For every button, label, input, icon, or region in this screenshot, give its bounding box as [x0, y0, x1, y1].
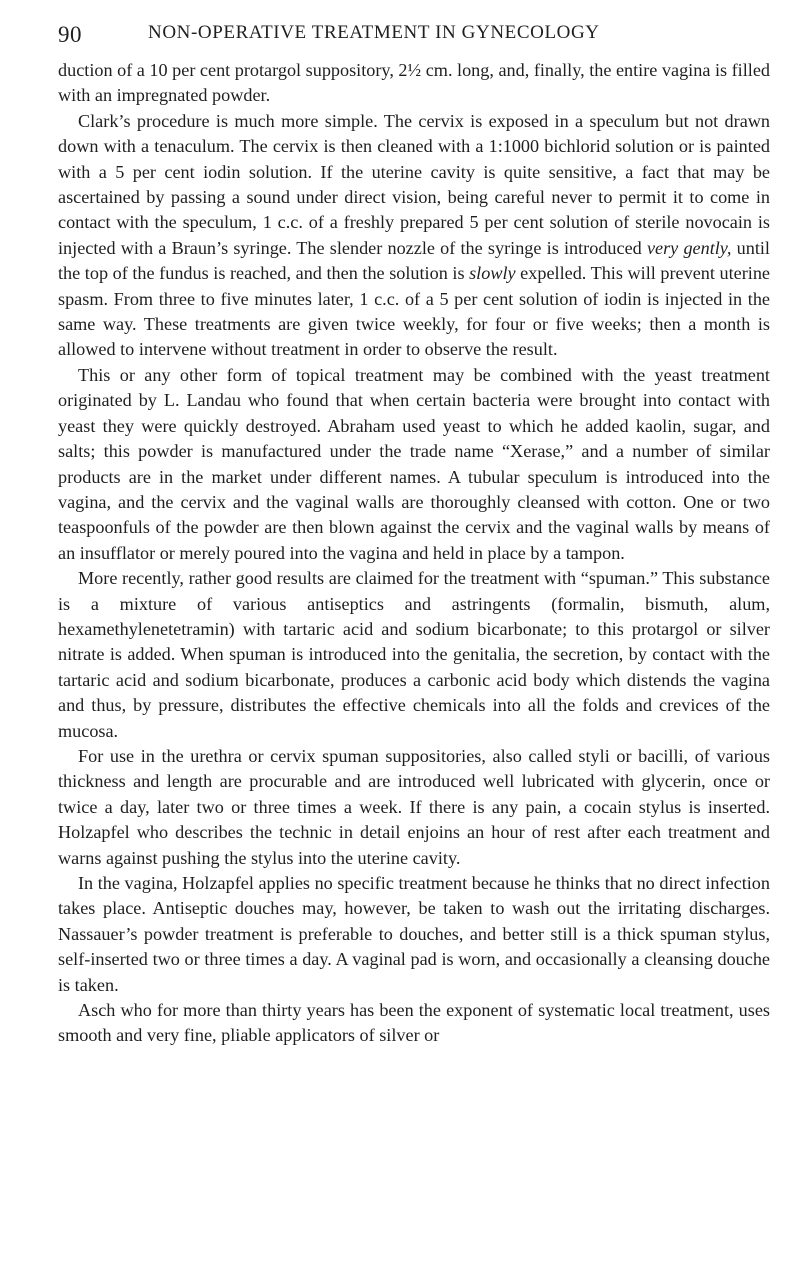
paragraph-yeast-treatment: [58, 363, 770, 566]
paragraph-text: This or any other form of topical treatment may be combined with the yeast treatment originated by L. Landau who found that when certain bacteria were brought into contact with yeast they were quickly destroyed. Abraham used yeast to which he added kaolin, sugar, and salts; this powder is manufactured under the trade name “Xerase,” and a number of similar products are in the market under different names. A tubular speculum is introduced into the vagina, and the cervix and the vaginal walls are thoroughly cleansed with cotton. One or two teaspoonfuls of the powder are then blown against the cervix and the vaginal walls by means of an insufflator or merely poured into the vagina and held in place by a tampon.: [58, 364, 770, 563]
paragraph-text: Asch who for more than thirty years has been the exponent of systematic local treatment, uses smooth and very fine, pliable applicators of silver or: [58, 1000, 770, 1046]
paragraph-text: For use in the urethra or cervix spuman suppositories, also called styli or bacilli, of various thickness and length are procurable and are introduced well lubricated with glycerin, once or twice a day, later two or three times a week. If there is any pain, a cocain stylus is inserted. Holzapfel who describes the technic in detail enjoins an hour of rest after each treatment and warns against pushing the stylus into the uterine cavity.: [58, 745, 770, 868]
paragraph-asch: [58, 998, 770, 1049]
paragraph-spuman: [58, 566, 770, 744]
body-text: [58, 58, 770, 1049]
paragraph-text: expelled. This will prevent uterine spasm. From three to five minutes later, 1 c.c. of a 5 per cent solution of iodin is injected in the same way. These treatments are given twice weekly, for four or five weeks; then a month is allowed to intervene without treatment in order to observe the result.: [58, 263, 770, 360]
paragraph-clark-procedure: [58, 109, 770, 363]
paragraph-text: duction of a 10 per cent protargol suppository, 2½ cm. long, and, finally, the entire vagina is filled with an impregnated powder.: [58, 60, 771, 106]
page-header: [58, 18, 748, 50]
paragraph-vagina-treatment: [58, 871, 770, 998]
running-head: NON-OPERATIVE TREATMENT IN GYNECOLOGY: [148, 22, 600, 43]
emphasis-text: slowly: [469, 263, 516, 284]
paragraph-suppositories: [58, 744, 770, 871]
paragraph-text: In the vagina, Holzapfel applies no specific treatment because he thinks that no direct infection takes place. Antiseptic douches may, however, be taken to wash out the irritating discharges. Nassauer’s powder treatment is preferable to douches, and better still is a thick spuman stylus, self-inserted two or three times a day. A vaginal pad is worn, and occasionally a cleansing douche is taken.: [58, 873, 770, 995]
paragraph-text: More recently, rather good results are claimed for the treatment with “spuman.” This substance is a mixture of various antiseptics and astringents (formalin, bismuth, alum, hexamethylenetetramin) with tartaric acid and sodium bicarbonate; to this protargol or silver nitrate is added. When spuman is introduced into the genitalia, the secretion, by contact with the tartaric acid and sodium bicarbonate, produces a carbonic acid body which distends the vagina and thus, by pressure, distributes the effective chemicals into all the folds and crevices of the mucosa.: [58, 568, 770, 741]
paragraph-continuation: [58, 58, 770, 109]
paragraph-text: until the top of the fundus is reached, and then the solution is: [58, 237, 770, 284]
emphasis-text: very gently,: [646, 237, 732, 258]
page-number: 90: [58, 22, 82, 47]
paragraph-text: Clark’s procedure is much more simple. The cervix is exposed in a speculum but not drawn down with a tenaculum. The cervix is then cleaned with a 1:1000 bichlorid solution or is painted with a 5 per cent iodin solution. If the uterine cavity is quite sensitive, a fact that may be ascertained by passing a sound under direct vision, being careful never to permit it to come in contact with the speculum, 1 c.c. of a freshly prepared 5 per cent solution of sterile novocain is injected with a Braun’s syringe. The slender nozzle of the syringe is introduced: [58, 110, 770, 258]
